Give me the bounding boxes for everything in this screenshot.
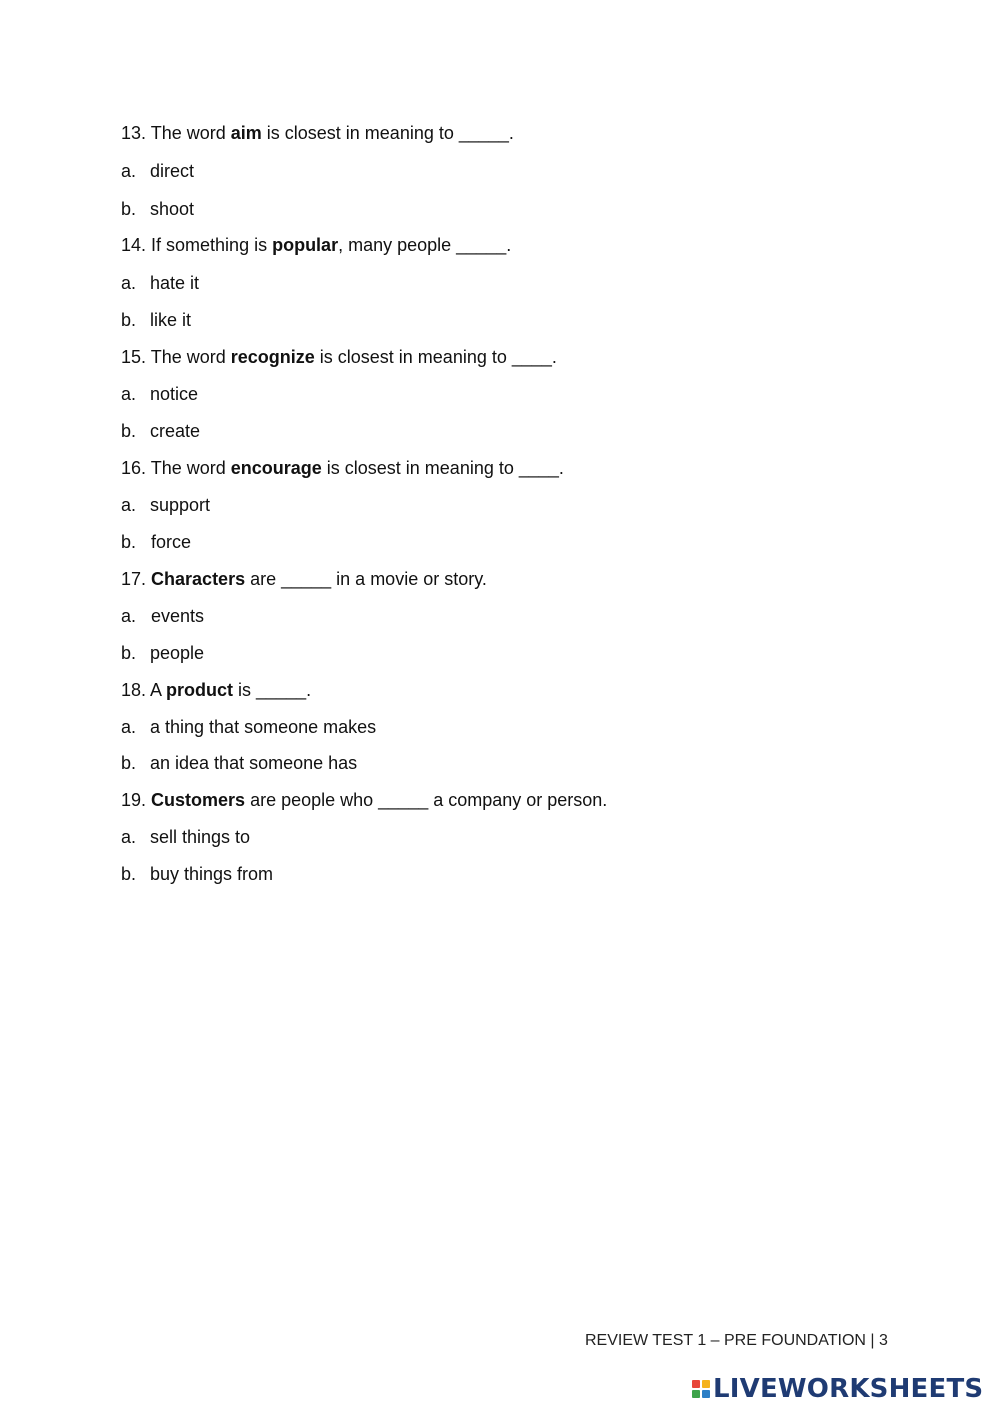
option-text: an idea that someone has xyxy=(150,753,358,773)
question-prefix: 18. A xyxy=(121,680,167,700)
option-letter: b. xyxy=(121,864,137,884)
option-15b xyxy=(121,420,200,442)
option-text: force xyxy=(151,532,192,552)
option-text: sell things to xyxy=(150,827,251,847)
question-suffix: is closest in meaning to ____. xyxy=(314,347,557,367)
option-letter: a. xyxy=(121,495,137,515)
question-15 xyxy=(121,346,557,368)
question-keyword: Customers xyxy=(151,790,246,810)
option-19a xyxy=(121,826,250,848)
question-suffix: are _____ in a movie or story. xyxy=(245,569,487,589)
option-text: hate it xyxy=(150,273,200,293)
option-text: create xyxy=(150,421,201,441)
question-suffix: is closest in meaning to _____. xyxy=(261,123,514,143)
option-17b xyxy=(121,642,204,664)
question-prefix: 17. xyxy=(121,569,152,589)
option-letter: b. xyxy=(121,421,137,441)
question-prefix: 15. The word xyxy=(121,347,231,367)
logo-square-blue xyxy=(702,1390,710,1398)
question-prefix: 13. The word xyxy=(121,123,231,143)
question-18 xyxy=(121,679,311,701)
option-text: a thing that someone makes xyxy=(150,717,377,737)
option-letter: a. xyxy=(121,161,137,181)
option-text: notice xyxy=(150,384,199,404)
page-footer: REVIEW TEST 1 – PRE FOUNDATION | 3 xyxy=(585,1332,888,1349)
option-text: direct xyxy=(150,161,195,181)
option-letter: b. xyxy=(121,643,137,663)
question-keyword: popular xyxy=(272,235,339,255)
option-18b xyxy=(121,752,357,774)
logo-mark-icon xyxy=(692,1380,710,1398)
question-suffix: , many people _____. xyxy=(338,235,512,255)
logo-square-green xyxy=(692,1390,700,1398)
question-16 xyxy=(121,457,564,479)
liveworksheets-logo xyxy=(692,1374,983,1404)
question-suffix: is _____. xyxy=(233,680,312,700)
option-16a xyxy=(121,494,210,516)
option-14a xyxy=(121,272,199,294)
option-letter: a. xyxy=(121,273,137,293)
option-19b xyxy=(121,863,273,885)
option-letter: b. xyxy=(121,532,137,552)
question-suffix: are people who _____ a company or person. xyxy=(245,790,608,810)
logo-square-red xyxy=(692,1380,700,1388)
option-16b xyxy=(121,531,191,553)
option-letter: a. xyxy=(121,717,137,737)
question-19 xyxy=(121,789,607,811)
option-letter: a. xyxy=(121,606,137,626)
option-text: buy things from xyxy=(150,864,274,884)
question-13 xyxy=(121,122,514,144)
question-keyword: encourage xyxy=(230,458,322,478)
option-letter: b. xyxy=(121,753,137,773)
option-13b xyxy=(121,198,194,220)
option-text: like it xyxy=(150,310,192,330)
option-17a xyxy=(121,605,204,627)
question-keyword: product xyxy=(166,680,234,700)
question-keyword: Characters xyxy=(151,569,246,589)
question-17 xyxy=(121,568,487,590)
option-text: support xyxy=(150,495,211,515)
option-text: people xyxy=(150,643,205,663)
question-prefix: 19. xyxy=(121,790,152,810)
question-14 xyxy=(121,234,511,256)
option-letter: b. xyxy=(121,199,137,219)
option-15a xyxy=(121,383,198,405)
option-letter: a. xyxy=(121,384,137,404)
option-13a xyxy=(121,160,194,182)
question-keyword: aim xyxy=(230,123,262,143)
option-14b xyxy=(121,309,191,331)
question-prefix: 16. The word xyxy=(121,458,231,478)
question-suffix: is closest in meaning to ____. xyxy=(321,458,564,478)
option-letter: b. xyxy=(121,310,137,330)
question-prefix: 14. If something is xyxy=(121,235,273,255)
option-18a xyxy=(121,716,376,738)
question-keyword: recognize xyxy=(230,347,315,367)
logo-square-yellow xyxy=(702,1380,710,1388)
logo-text: LIVEWORKSHEETS xyxy=(713,1374,984,1404)
option-text: shoot xyxy=(150,199,195,219)
option-text: events xyxy=(151,606,205,626)
option-letter: a. xyxy=(121,827,137,847)
